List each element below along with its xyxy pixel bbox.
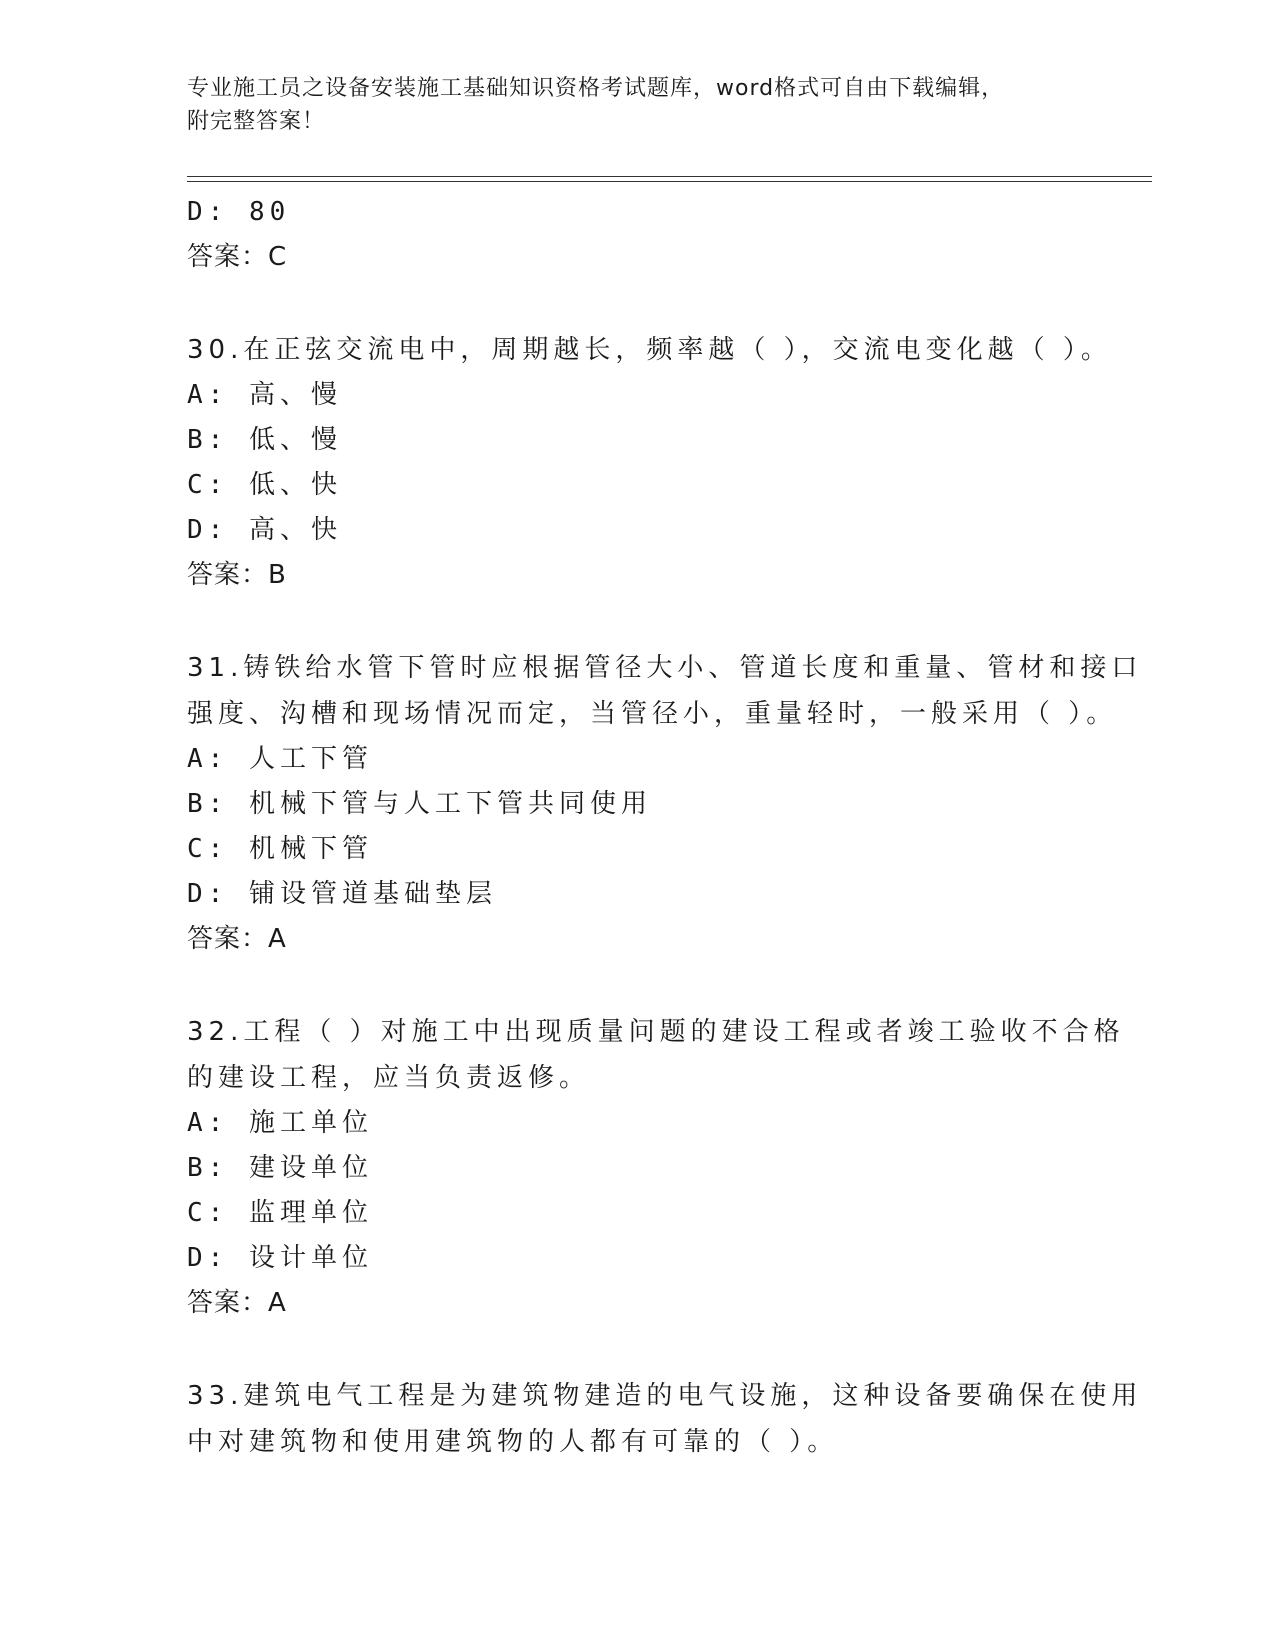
page-header [187,72,1087,138]
question-text: 的建设工程，应当负责返修。 [187,1063,591,1093]
option-d: D: 设计单位 [187,1243,373,1273]
header-line-2: 附完整答案！ [187,109,326,134]
header-line-1: 专业施工员之设备安装施工基础知识资格考试题库，word格式可自由下载编辑， [187,76,1005,101]
exam-content [187,190,1143,1465]
header-divider [187,176,1152,182]
option-b: B: 建设单位 [187,1153,373,1183]
option-d: D: 高、快 [187,515,342,545]
question-30 [187,327,1112,373]
option-c: C: 低、快 [187,470,342,500]
spacer [187,962,1087,1009]
question-text: 33.建筑电气工程是为建筑物建造的电气设施，这种设备要确保在使用 [187,1381,1143,1411]
option-d: D: 铺设管道基础垫层 [187,879,497,909]
question-text: 强度、沟槽和现场情况而定，当管径小，重量轻时，一般采用（ ）。 [187,699,1118,729]
answer-line: 答案：C [187,242,288,272]
question-31 [187,645,1143,737]
option-a: A: 高、慢 [187,380,342,410]
answer-line: 答案：B [187,560,287,590]
answer-line: 答案：A [187,924,287,954]
question-text: 32.工程（ ）对施工中出现质量问题的建设工程或者竣工验收不合格 [187,1017,1125,1047]
question-text: 30.在正弦交流电中，周期越长，频率越（ ），交流电变化越（ ）。 [187,335,1112,365]
question-text: 中对建筑物和使用建筑物的人都有可靠的（ ）。 [187,1427,839,1457]
answer-line: 答案：A [187,1288,287,1318]
option-c: C: 监理单位 [187,1198,373,1228]
option-a: A: 施工单位 [187,1108,373,1138]
option-c: C: 机械下管 [187,834,373,864]
spacer [187,280,1087,327]
option-a: A: 人工下管 [187,744,373,774]
question-33 [187,1373,1143,1465]
option-b: B: 机械下管与人工下管共同使用 [187,789,652,819]
spacer [187,1326,1087,1373]
option-b: B: 低、慢 [187,425,342,455]
question-32 [187,1009,1125,1101]
spacer [187,598,1087,645]
question-text: 31.铸铁给水管下管时应根据管径大小、管道长度和重量、管材和接口 [187,653,1143,683]
option-d: D: 80 [187,197,291,227]
